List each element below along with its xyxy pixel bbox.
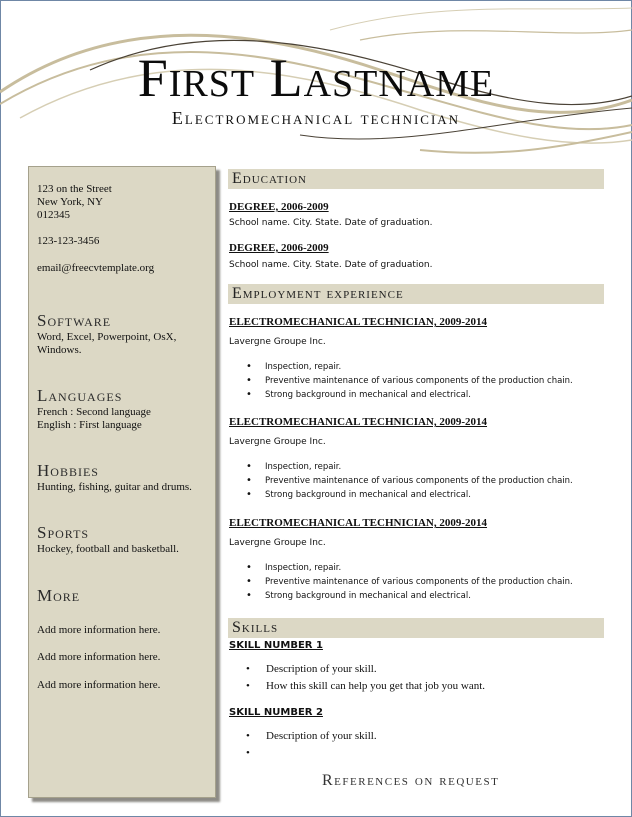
- education-heading-bar: [228, 169, 604, 189]
- degree-title: DEGREE, 2006-2009: [229, 242, 329, 254]
- job-bullet-list: [246, 460, 573, 502]
- language-item: English : First language: [37, 419, 142, 431]
- list-item: • Preventive maintenance of various components of the production chain.: [246, 374, 573, 388]
- degree-details: School name. City. State. Date of graduation.: [229, 218, 433, 228]
- software-text: Windows.: [37, 344, 82, 356]
- skill-list: [246, 728, 377, 762]
- hobbies-text: Hunting, fishing, guitar and drums.: [37, 481, 192, 493]
- job-bullet-list: [246, 561, 573, 603]
- phone-number: 123-123-3456: [37, 235, 100, 247]
- job-bullet-list: [246, 360, 573, 402]
- list-item: • Inspection, repair.: [246, 360, 573, 374]
- list-item: • Strong background in mechanical and electrical.: [246, 488, 573, 502]
- list-item: • Description of your skill.: [246, 661, 485, 678]
- software-heading: Software: [37, 311, 112, 330]
- address-line: New York, NY: [37, 196, 104, 208]
- degree-details: School name. City. State. Date of graduation.: [229, 260, 433, 270]
- list-item: • How this skill can help you get that job you want.: [246, 678, 485, 695]
- sidebar-panel: [28, 166, 216, 798]
- employment-heading-bar: [228, 284, 604, 304]
- language-item: French : Second language: [37, 406, 151, 418]
- candidate-name: First Lastname: [137, 48, 495, 108]
- employment-heading: Employment experience: [232, 285, 404, 302]
- list-item: • Description of your skill.: [246, 728, 377, 745]
- skills-heading: Skills: [232, 619, 279, 636]
- education-heading: Education: [232, 170, 307, 187]
- list-item: • Preventive maintenance of various components of the production chain.: [246, 575, 573, 589]
- list-item: [246, 745, 377, 762]
- more-item: Add more information here.: [37, 624, 161, 636]
- list-item: • Inspection, repair.: [246, 561, 573, 575]
- list-item: • Strong background in mechanical and electrical.: [246, 388, 573, 402]
- sports-heading: Sports: [37, 523, 90, 542]
- job-title: Electromechanical technician: [171, 108, 461, 128]
- job-entry-title: ELECTROMECHANICAL TECHNICIAN, 2009-2014: [229, 517, 488, 529]
- skill-group-title: SKILL NUMBER 1: [229, 640, 323, 651]
- job-entry-title: ELECTROMECHANICAL TECHNICIAN, 2009-2014: [229, 416, 488, 428]
- list-item: • Inspection, repair.: [246, 460, 573, 474]
- email-address: email@freecvtemplate.org: [37, 262, 155, 274]
- degree-title: DEGREE, 2006-2009: [229, 201, 329, 213]
- more-heading: More: [37, 586, 81, 605]
- address-line: 012345: [37, 209, 70, 221]
- address-line: 123 on the Street: [37, 183, 112, 195]
- company-name: Lavergne Groupe Inc.: [229, 538, 326, 548]
- skill-group-title: SKILL NUMBER 2: [229, 707, 323, 718]
- company-name: Lavergne Groupe Inc.: [229, 437, 326, 447]
- hobbies-heading: Hobbies: [37, 461, 99, 480]
- sports-text: Hockey, football and basketball.: [37, 543, 179, 555]
- software-text: Word, Excel, Powerpoint, OsX,: [37, 331, 177, 343]
- more-item: Add more information here.: [37, 679, 161, 691]
- job-entry-title: ELECTROMECHANICAL TECHNICIAN, 2009-2014: [229, 316, 488, 328]
- references-note: References on request: [322, 772, 500, 789]
- languages-heading: Languages: [37, 386, 123, 405]
- list-item: • Preventive maintenance of various components of the production chain.: [246, 474, 573, 488]
- skills-heading-bar: [228, 618, 604, 638]
- more-item: Add more information here.: [37, 651, 161, 663]
- list-item: • Strong background in mechanical and electrical.: [246, 589, 573, 603]
- company-name: Lavergne Groupe Inc.: [229, 337, 326, 347]
- skill-list: [246, 661, 485, 695]
